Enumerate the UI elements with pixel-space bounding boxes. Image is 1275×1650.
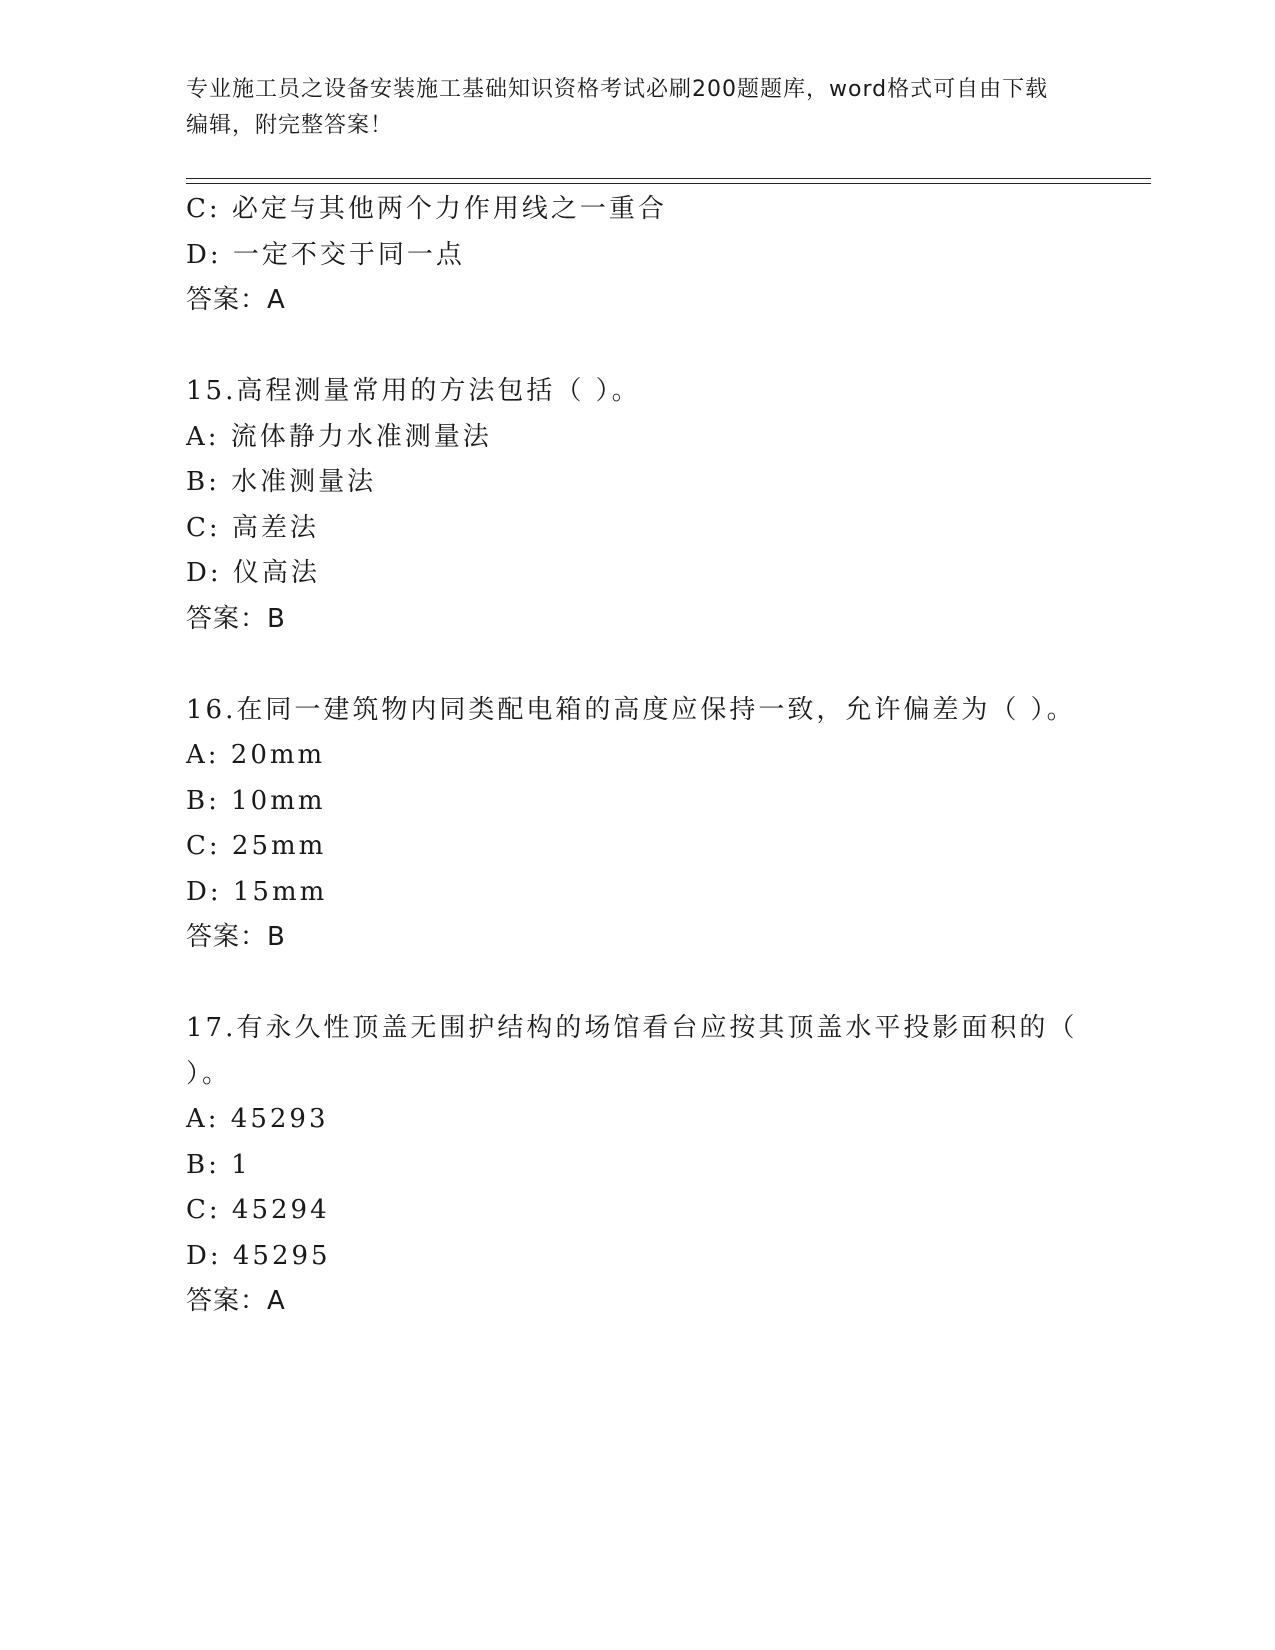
option-d: D: 一定不交于同一点: [186, 239, 465, 270]
option-c: C: 25mm: [186, 831, 327, 861]
spacer: [186, 642, 1086, 688]
question-stem: 15.高程测量常用的方法包括（ ）。: [186, 376, 641, 406]
option-b: B: 水准测量法: [186, 467, 377, 497]
option-c: C: 必定与其他两个力作用线之一重合: [186, 194, 667, 224]
question-16: [186, 688, 1086, 961]
question-stem: 16.在同一建筑物内同类配电箱的高度应保持一致，允许偏差为（ ）。: [186, 694, 1076, 725]
question-15: [186, 369, 1086, 642]
question-stem: 17.有永久性顶盖无围护结构的场馆看台应按其顶盖水平投影面积的（ ）。: [186, 1013, 1078, 1089]
header-divider-top: [186, 178, 1151, 179]
option-c: C: 高差法: [186, 512, 319, 543]
spacer: [186, 324, 1086, 370]
option-b: B: 10mm: [186, 785, 326, 816]
answer-line: 答案：B: [186, 922, 286, 952]
option-a: A: 流体静力水准测量法: [186, 421, 492, 452]
option-a: A: 45293: [186, 1104, 329, 1134]
document-header: [186, 72, 1066, 144]
question-list: [186, 187, 1086, 1325]
partial-question: [186, 187, 1086, 324]
header-divider-bottom: [186, 183, 1151, 184]
option-d: D: 仪高法: [186, 558, 320, 588]
question-17: [186, 1006, 1086, 1325]
answer-line: 答案：A: [186, 1286, 286, 1316]
answer-line: 答案：A: [186, 285, 286, 315]
option-c: C: 45294: [186, 1195, 330, 1225]
option-a: A: 20mm: [186, 740, 326, 770]
header-title: 专业施工员之设备安装施工基础知识资格考试必刷200题题库，word格式可自由下载编辑，附完整答案！: [186, 77, 1049, 138]
spacer: [186, 961, 1086, 1007]
option-d: D: 45295: [186, 1240, 331, 1271]
answer-line: 答案：B: [186, 603, 286, 634]
option-b: B: 1: [186, 1149, 251, 1180]
option-d: D: 15mm: [186, 876, 328, 907]
